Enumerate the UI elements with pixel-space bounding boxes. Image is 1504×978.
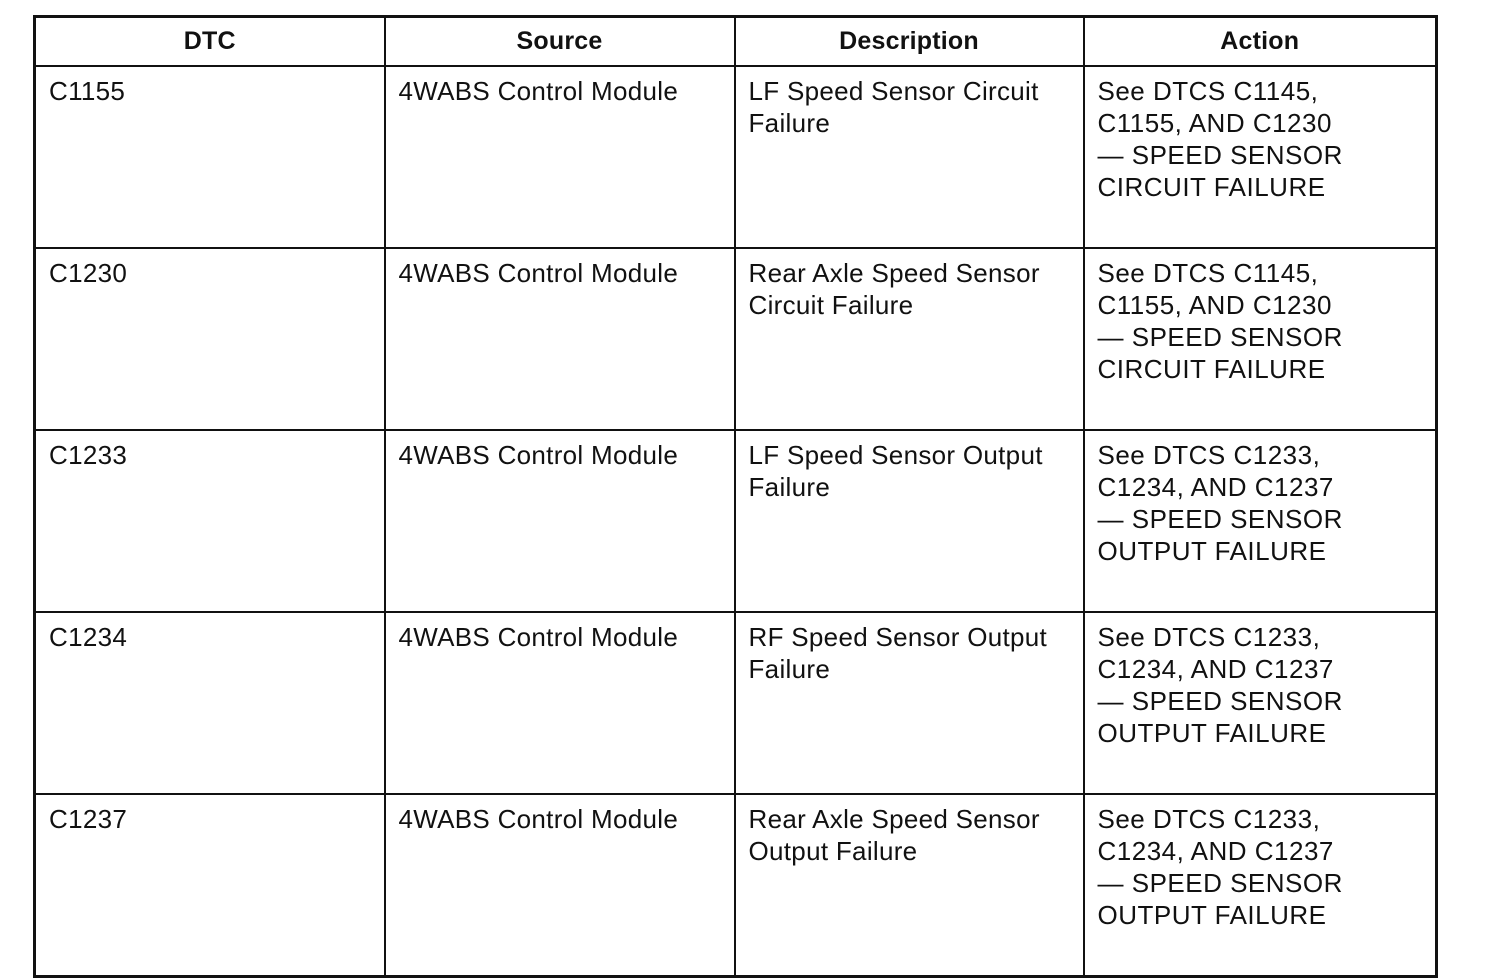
- description-cell: RF Speed Sensor Output Failure: [735, 612, 1084, 794]
- table-row: [35, 66, 1437, 248]
- source-cell: 4WABS Control Module: [385, 66, 735, 248]
- table-body: [35, 66, 1437, 977]
- action-cell: See DTCS C1233, C1234, AND C1237 — SPEED SENSOR OUTPUT FAILURE: [1084, 794, 1437, 977]
- action-cell: See DTCS C1233, C1234, AND C1237 — SPEED SENSOR OUTPUT FAILURE: [1084, 430, 1437, 612]
- description-cell: LF Speed Sensor Circuit Failure: [735, 66, 1084, 248]
- table-row: [35, 794, 1437, 977]
- action-cell: See DTCS C1145, C1155, AND C1230 — SPEED SENSOR CIRCUIT FAILURE: [1084, 66, 1437, 248]
- description-cell: Rear Axle Speed Sensor Circuit Failure: [735, 248, 1084, 430]
- dtc-code-cell: C1230: [35, 248, 385, 430]
- dtc-table: [33, 15, 1438, 978]
- column-header-source: Source: [385, 17, 735, 67]
- dtc-code-cell: C1237: [35, 794, 385, 977]
- dtc-code-cell: C1234: [35, 612, 385, 794]
- table-row: [35, 612, 1437, 794]
- description-cell: LF Speed Sensor Output Failure: [735, 430, 1084, 612]
- dtc-code-cell: C1155: [35, 66, 385, 248]
- table-row: [35, 248, 1437, 430]
- source-cell: 4WABS Control Module: [385, 248, 735, 430]
- column-header-action: Action: [1084, 17, 1437, 67]
- header-row: [35, 17, 1437, 67]
- source-cell: 4WABS Control Module: [385, 612, 735, 794]
- table-header: [35, 17, 1437, 67]
- source-cell: 4WABS Control Module: [385, 430, 735, 612]
- action-cell: See DTCS C1145, C1155, AND C1230 — SPEED SENSOR CIRCUIT FAILURE: [1084, 248, 1437, 430]
- table-row: [35, 430, 1437, 612]
- source-cell: 4WABS Control Module: [385, 794, 735, 977]
- dtc-code-cell: C1233: [35, 430, 385, 612]
- column-header-description: Description: [735, 17, 1084, 67]
- description-cell: Rear Axle Speed Sensor Output Failure: [735, 794, 1084, 977]
- column-header-dtc: DTC: [35, 17, 385, 67]
- action-cell: See DTCS C1233, C1234, AND C1237 — SPEED SENSOR OUTPUT FAILURE: [1084, 612, 1437, 794]
